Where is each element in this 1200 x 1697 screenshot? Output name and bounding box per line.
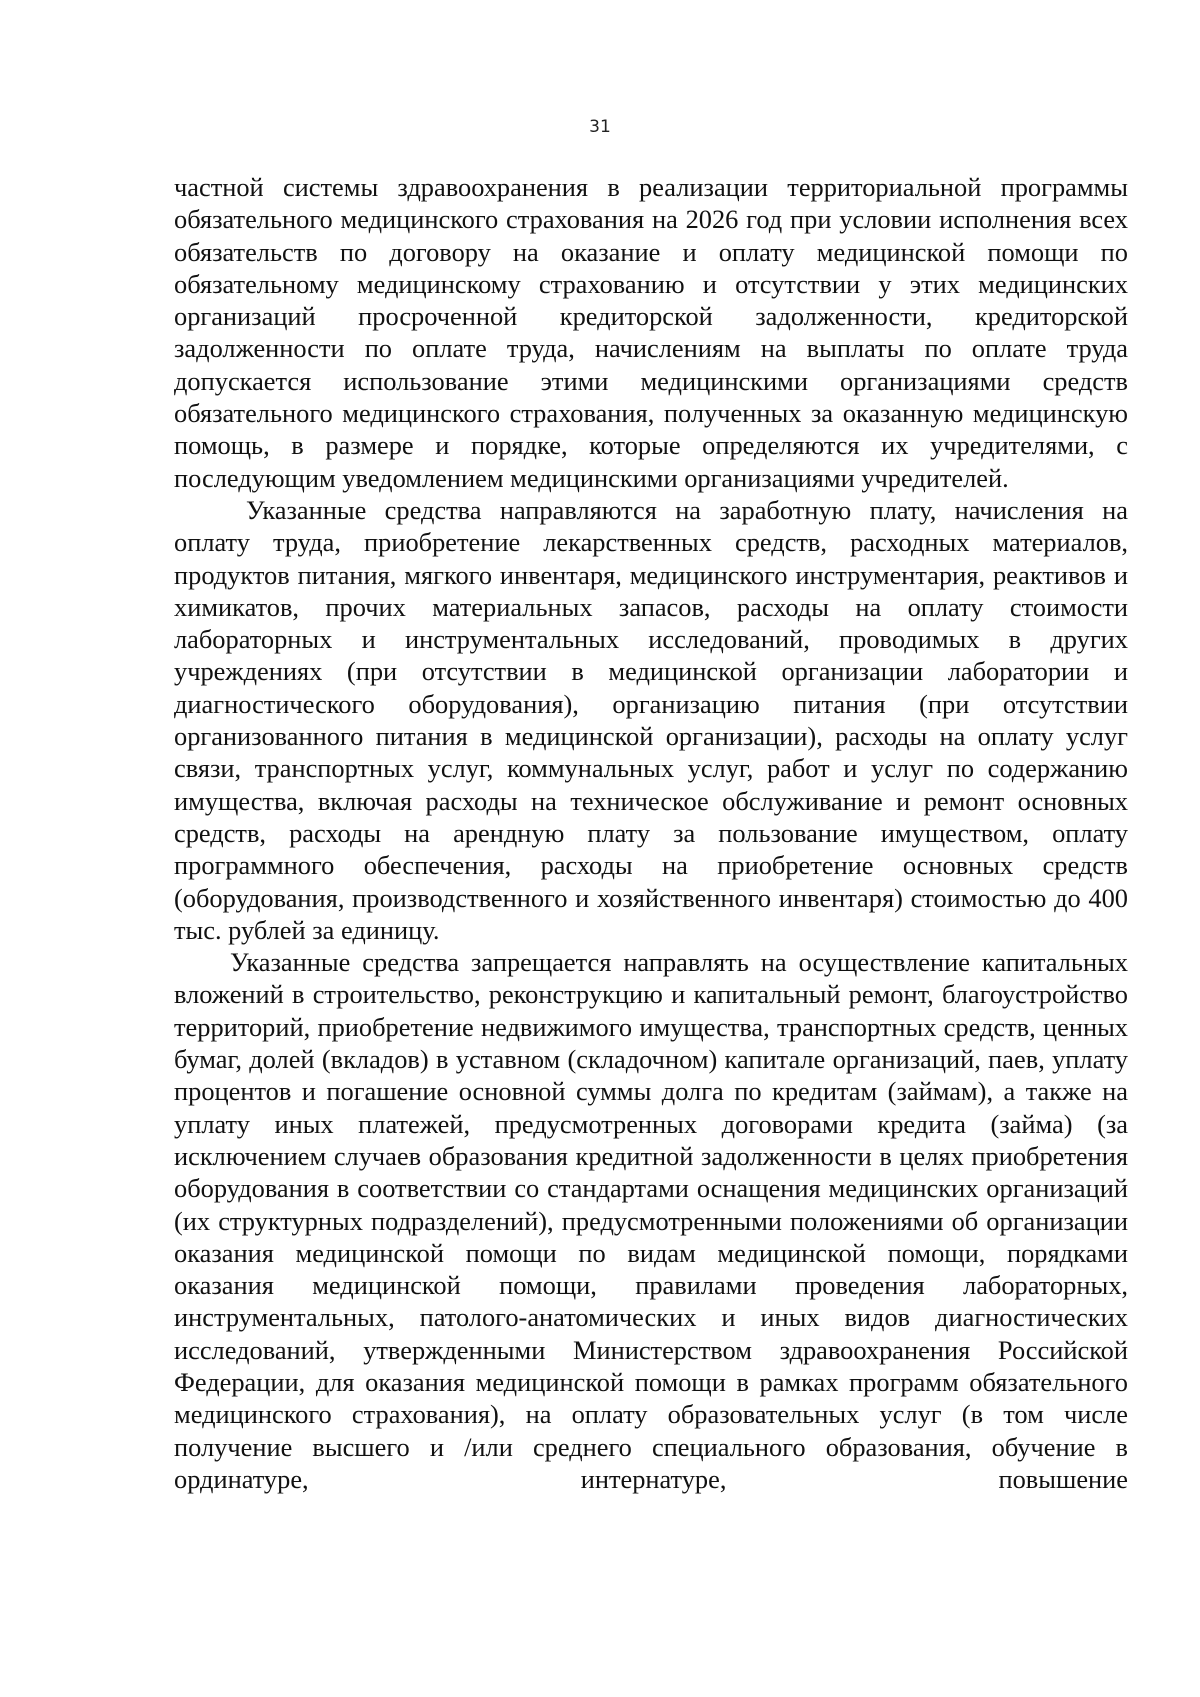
document-body <box>174 171 1128 1495</box>
paragraph-permitted-expenses: Указанные средства направляются на заработную плату, начисления на оплату труда, приобретение лекарственных средств, расходных материалов, продуктов питания, мягкого инвентаря, медицинского инструментария, реактивов и химикатов, прочих материальных запасов, расходы на оплату стоимости лабораторных и инструментальных исследований, проводимых в других учреждениях (при отсутствии в медицинской организации лаборатории и диагностического оборудования), организацию питания (при отсутствии организованного питания в медицинской организации), расходы на оплату услуг связи, транспортных услуг, коммунальных услуг, работ и услуг по содержанию имущества, включая расходы на техническое обслуживание и ремонт основных средств, расходы на арендную плату за пользование имуществом, оплату программного обеспечения, расходы на приобретение основных средств (оборудования, производственного и хозяйственного инвентаря) стоимостью до 400 тыс. рублей за единицу. <box>174 494 1128 945</box>
page-number: 31 <box>589 117 611 137</box>
paragraph-prohibited-expenses: Указанные средства запрещается направлять на осуществление капитальных вложений в строительство, реконструкцию и капитальный ремонт, благоустройство территорий, приобретение недвижимого имущества, транспортных средств, ценных бумаг, долей (вкладов) в уставном (складочном) капитале организаций, паев, уплату процентов и погашение основной суммы долга по кредитам (займам), а также на уплату иных платежей, предусмотренных договорами кредита (займа) (за исключением случаев образования кредитной задолженности в целях приобретения оборудования в соответствии со стандартами оснащения медицинских организаций (их структурных подразделений), предусмотренными положениями об организации оказания медицинской помощи по видам медицинской помощи, порядками оказания медицинской помощи, правилами проведения лабораторных, инструментальных, патолого-анатомических и иных видов диагностических исследований, утвержденными Министерством здравоохранения Российской Федерации, для оказания медицинской помощи в рамках программ обязательного медицинского страхования), на оплату образовательных услуг (в том числе получение высшего и /или среднего специального образования, обучение в ординатуре, интернатуре, повышение <box>174 947 1128 1494</box>
paragraph-continuation: частной системы здравоохранения в реализации территориальной программы обязательного медицинского страхования на 2026 год при условии исполнения всех обязательств по договору на оказание и оплату медицинской помощи по обязательному медицинскому страхованию и отсутствии у этих медицинских организаций просроченной кредиторской задолженности, кредиторской задолженности по оплате труда, начислениям на выплаты по оплате труда допускается использование этими медицинскими организациями средств обязательного медицинского страхования, полученных за оказанную медицинскую помощь, в размере и порядке, которые определяются их учредителями, с последующим уведомлением медицинскими организациями учредителей. <box>174 172 1128 493</box>
